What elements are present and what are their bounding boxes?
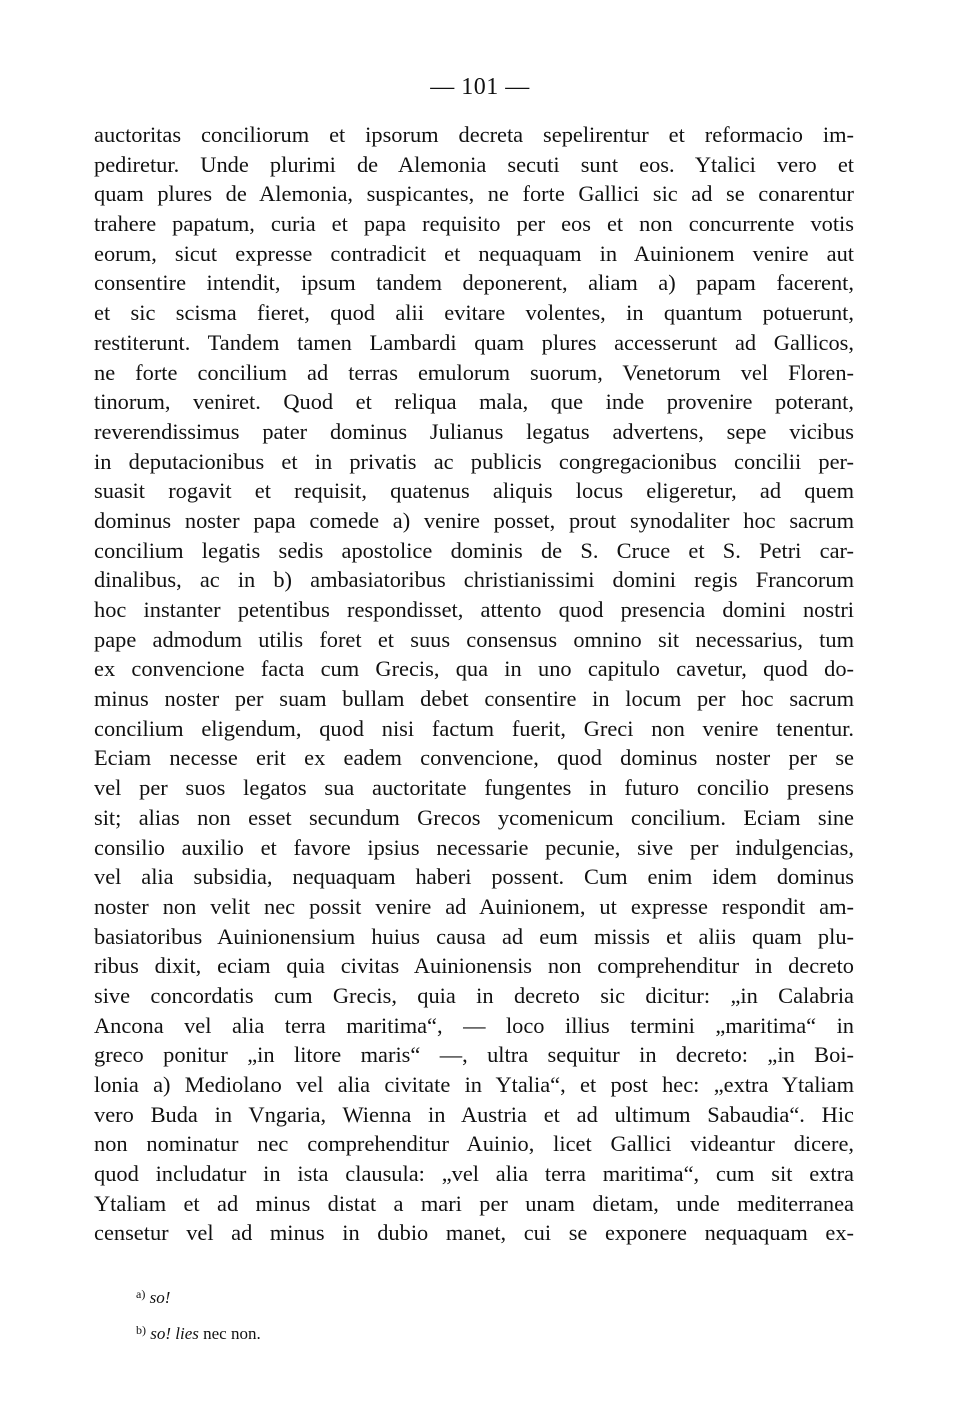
text-line: Ancona vel alia terra maritima“, — loco illius termini „maritima“ in [94,1012,854,1038]
text-line: consentire intendit, ipsum tandem deponerent, aliam a) papam facerent, [94,270,854,296]
text-line: auctoritas conciliorum et ipsorum decreta sepelirentur et reformacio im- [94,122,854,147]
text-line: eorum, sicut expresse contradicit et nequaquam in Auinionem venire aut [94,240,854,266]
text-line: consilio auxilio et favore ipsius necessarie pecunie, sive per indulgencias, [94,834,854,860]
text-line: in deputacionibus et in privatis ac publicis congregacionibus concilii per- [94,448,854,474]
text-line: sive concordatis cum Grecis, quia in decreto sic dicitur: „in Calabria [94,982,854,1008]
text-line: pediretur. Unde plurimi de Alemonia secuti sunt eos. Ytalici vero et [94,151,854,177]
text-line: lonia a) Mediolano vel alia civitate in Ytalia“, et post hec: „extra Ytaliam [94,1072,854,1097]
text-line: pape admodum utilis foret et suus consensus omnino sit necessarius, tum [94,626,854,652]
text-line: suasit rogavit et requisit, quatenus aliquis locus eligeretur, ad quem [94,478,854,504]
footnote-b [136,1314,736,1350]
page-number: — 101 — [430,74,530,100]
text-line: Ytaliam et ad minus distat a mari per unam dietam, unde mediterranea [94,1190,854,1216]
text-line: ex convencione facta cum Grecis, qua in uno capitulo cavetur, quod do- [94,656,854,682]
text-line: hoc instanter petentibus respondisset, attento quod presencia domini nostri [94,597,854,622]
footnote-text-italic: so! lies [150,1324,199,1343]
text-line: ne forte concilium ad terras emulorum suorum, Venetorum vel Floren- [94,359,854,385]
text-line: concilium legatis sedis apostolice dominis de S. Cruce et S. Petri car- [94,537,854,563]
text-line: dinalibus, ac in b) ambasiatoribus christianissimi domini regis Francorum [94,567,854,593]
text-line: non nominatur nec comprehenditur Auinio, licet Gallici videantur dicere, [94,1131,854,1157]
text-line: sit; alias non esset secundum Grecos ycomenicum concilium. Eciam sine [94,804,854,830]
text-line: quam plures de Alemonia, suspicantes, ne forte Gallici sic ad se conarentur [94,181,854,207]
text-line: minus noster per suam bullam debet consentire in locum per hoc sacrum [94,686,854,712]
text-line: basiatoribus Auinionensium huius causa ad eum missis et aliis quam plu- [94,923,854,949]
text-line: et sic scisma fieret, quod alii evitare volentes, in quantum potuerunt, [94,300,854,326]
footnote-text-roman: nec non. [198,1324,261,1343]
footnote-marker: a) [136,1287,146,1301]
text-line: dominus noster papa comede a) venire posset, prout synodaliter hoc sacrum [94,507,854,533]
text-line: greco ponitur „in litore maris“ —, ultra sequitur in decreto: „in Boi- [94,1042,854,1068]
text-line: vel per suos legatos sua auctoritate fungentes in futuro concilio presens [94,775,854,801]
text-line: reverendissimus pater dominus Julianus legatus advertens, sepe vicibus [94,418,854,444]
footnote-text [150,1324,260,1343]
text-line: restiterunt. Tandem tamen Lambardi quam plures accesserunt ad Gallicos, [94,329,854,355]
text-line: ribus dixit, eciam quia civitas Auinionensis non comprehenditur in decreto [94,953,854,979]
text-line: concilium eligendum, quod nisi factum fuerit, Greci non venire tenentur. [94,715,854,741]
text-line: Eciam necesse erit ex eadem convencione, quod dominus noster per se [94,745,854,771]
text-line: noster non velit nec possit venire ad Auinionem, ut expresse respondit am- [94,893,854,919]
footnotes [136,1278,736,1350]
text-line: tinorum, veniret. Quod et reliqua mala, que inde provenire poterant, [94,389,854,415]
footnote-text: so! [149,1288,171,1307]
footnote-a [136,1278,736,1314]
body-text [94,120,854,1248]
text-line: censetur vel ad minus in dubio manet, cui se exponere nequaquam ex- [94,1220,854,1246]
text-line: vero Buda in Vngaria, Wienna in Austria et ad ultimum Sabaudia“. Hic [94,1101,854,1127]
footnote-marker: b) [136,1323,146,1337]
text-line: vel alia subsidia, nequaquam haberi possent. Cum enim idem dominus [94,864,854,890]
text-line: quod includatur in ista clausula: „vel alia terra maritima“, cum sit extra [94,1161,854,1187]
text-line: trahere papatum, curia et papa requisito per eos et non concurrente votis [94,211,854,237]
